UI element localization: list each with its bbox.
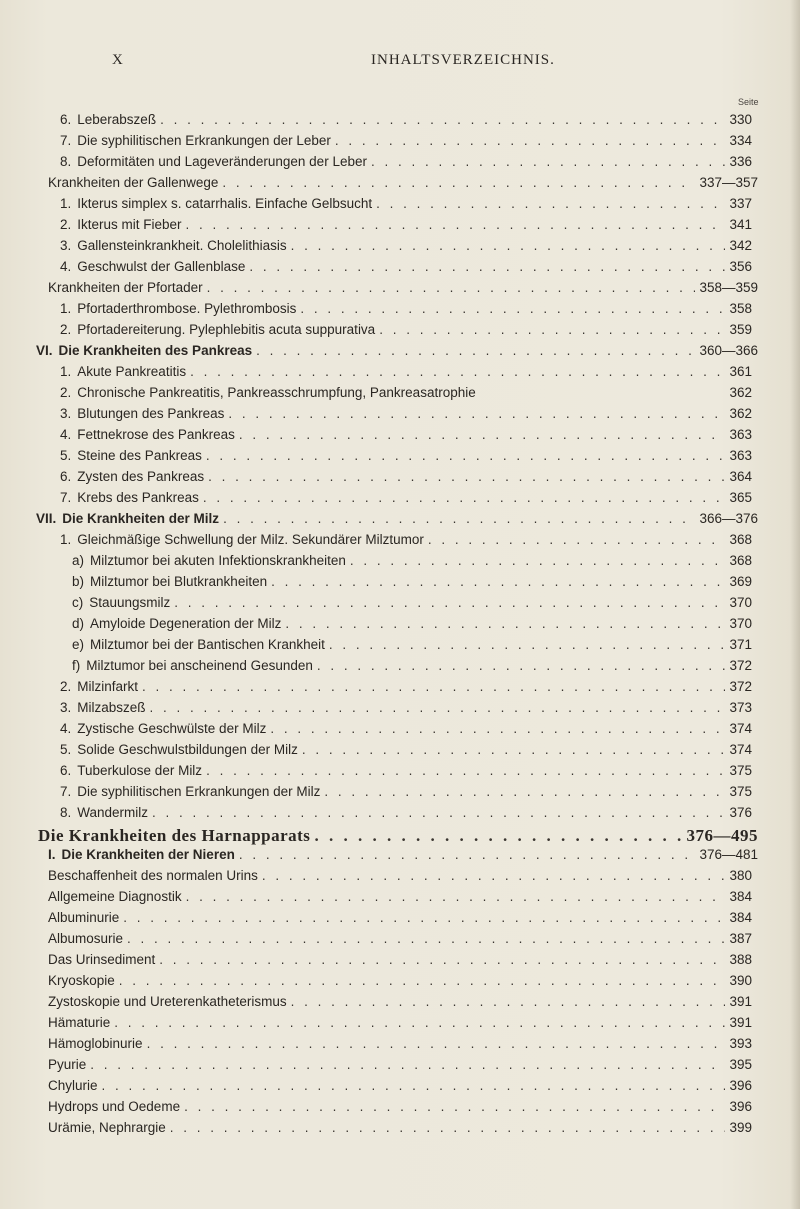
toc-entry — [60, 469, 752, 489]
toc-entry-title: Die syphilitischen Erkrankungen der Leber — [77, 133, 331, 148]
toc-entry-title: Milzabszeß — [77, 700, 146, 715]
page-header — [0, 52, 800, 74]
toc-entry — [72, 616, 752, 636]
toc-entry-title: Amyloide Degeneration der Milz — [90, 616, 282, 631]
toc-leader-dots — [235, 427, 726, 442]
toc-leader-dots — [375, 322, 725, 337]
toc-entry-title: Milztumor bei der Bantischen Krankheit — [90, 637, 325, 652]
toc-leader-dots — [156, 112, 725, 127]
toc-entry-page: 384 — [729, 910, 752, 925]
toc-leader-dots — [98, 1078, 726, 1093]
toc-entry-page: 387 — [729, 931, 752, 946]
toc-entry — [48, 994, 752, 1014]
toc-entry-number: I. — [48, 847, 56, 862]
toc-entry-page: 337 — [729, 196, 752, 211]
toc-entry-number: 7. — [60, 133, 72, 148]
toc-entry-title: Pyurie — [48, 1057, 87, 1072]
toc-entry-number: 7. — [60, 490, 72, 505]
toc-leader-dots — [204, 469, 725, 484]
toc-entry-number: d) — [72, 616, 85, 631]
toc-entry — [48, 175, 758, 195]
toc-entry — [48, 889, 752, 909]
toc-entry-title: Die Krankheiten der Milz — [62, 511, 220, 526]
toc-leader-dots — [267, 574, 725, 589]
toc-leader-dots — [146, 700, 726, 715]
toc-entry-page: 356 — [729, 259, 752, 274]
toc-entry-page: 388 — [729, 952, 752, 967]
toc-entry — [48, 931, 752, 951]
toc-entry-page: 363 — [729, 427, 752, 442]
toc-entry-page: 361 — [729, 364, 752, 379]
toc-entry-page: 364 — [729, 469, 752, 484]
toc-entry-title: Steine des Pankreas — [77, 448, 202, 463]
toc-leader-dots — [281, 616, 725, 631]
toc-leader-dots — [367, 154, 726, 169]
toc-entry-number: e) — [72, 637, 85, 652]
toc-entry — [60, 763, 752, 783]
toc-entry-title: Hämoglobinurie — [48, 1036, 143, 1051]
toc-entry-number: 4. — [60, 259, 72, 274]
toc-entry-page: 373 — [729, 700, 752, 715]
toc-entry-title: Das Urinsediment — [48, 952, 156, 967]
toc-entry-number: 2. — [60, 679, 72, 694]
toc-entry-number: 2. — [60, 322, 72, 337]
toc-entry — [72, 637, 752, 657]
toc-entry — [60, 112, 752, 132]
toc-entry-number: 6. — [60, 469, 72, 484]
toc-entry-title: Zystoskopie und Ureterenkatheterismus — [48, 994, 287, 1009]
toc-entry — [60, 385, 752, 405]
running-title: INHALTSVERZEICHNIS. — [371, 52, 555, 68]
toc-entry-number: 4. — [60, 721, 72, 736]
toc-entry-page: 363 — [729, 448, 752, 463]
toc-leader-dots — [424, 532, 726, 547]
toc-entry — [60, 721, 752, 741]
toc-entry-number: 1. — [60, 301, 72, 316]
toc-entry-page: 390 — [729, 973, 752, 988]
toc-entry-number: 6. — [60, 112, 72, 127]
toc-entry-number: VI. — [36, 343, 53, 358]
toc-entry-number: 1. — [60, 196, 72, 211]
toc-entry-page: 371 — [729, 637, 752, 652]
toc-leader-dots — [123, 931, 725, 946]
toc-leader-dots — [186, 364, 725, 379]
toc-entry-page: 376—481 — [699, 847, 758, 862]
toc-leader-dots — [155, 952, 725, 967]
toc-entry-title: Chronische Pankreatitis, Pankreasschrumpfung, Pankreasatrophie — [77, 385, 476, 400]
toc-entry — [60, 448, 752, 468]
toc-entry-number: 8. — [60, 805, 72, 820]
toc-entry-page: 370 — [729, 616, 752, 631]
toc-leader-dots — [372, 196, 725, 211]
toc-entry-number: VII. — [36, 511, 57, 526]
toc-leader-dots — [287, 994, 726, 1009]
toc-entry-title: Milztumor bei Blutkrankheiten — [90, 574, 268, 589]
toc-entry — [48, 1015, 752, 1035]
toc-entry-number: 2. — [60, 217, 72, 232]
toc-entry-page: 358—359 — [699, 280, 758, 295]
toc-entry — [60, 700, 752, 720]
toc-entry-title: Hämaturie — [48, 1015, 111, 1030]
seite-column-label: Seite — [738, 97, 759, 107]
toc-entry-page: 334 — [729, 133, 752, 148]
toc-entry-title: Die Krankheiten des Pankreas — [58, 343, 253, 358]
toc-entry-title: Leberabszeß — [77, 112, 157, 127]
toc-entry-number: 3. — [60, 238, 72, 253]
toc-entry — [60, 238, 752, 258]
toc-entry-page: 370 — [729, 595, 752, 610]
toc-entry-page: 393 — [729, 1036, 752, 1051]
toc-leader-dots — [320, 784, 725, 799]
toc-entry-title: Blutungen des Pankreas — [77, 406, 225, 421]
toc-entry — [60, 427, 752, 447]
toc-entry-title: Gallensteinkrankheit. Cholelithiasis — [77, 238, 287, 253]
toc-entry-title: Urämie, Nephrargie — [48, 1120, 166, 1135]
toc-entry — [48, 1099, 752, 1119]
toc-entry — [48, 952, 752, 972]
toc-entry-page: 336 — [729, 154, 752, 169]
toc-entry-page: 380 — [729, 868, 752, 883]
toc-leader-dots — [287, 238, 726, 253]
toc-entry-title: Stauungsmilz — [89, 595, 171, 610]
toc-entry — [38, 826, 758, 846]
toc-entry-page: 341 — [729, 217, 752, 232]
toc-entry-title: Pfortadereiterung. Pylephlebitis acuta suppurativa — [77, 322, 376, 337]
toc-leader-dots — [313, 658, 726, 673]
toc-entry-number: a) — [72, 553, 85, 568]
toc-entry-page: 375 — [729, 763, 752, 778]
toc-entry-number: 8. — [60, 154, 72, 169]
toc-entry — [72, 658, 752, 678]
toc-entry-title: Chylurie — [48, 1078, 98, 1093]
toc-entry-title: Beschaffenheit des normalen Urins — [48, 868, 258, 883]
toc-entry-title: Gleichmäßige Schwellung der Milz. Sekundärer Milztumor — [77, 532, 424, 547]
toc-leader-dots — [180, 1099, 725, 1114]
toc-leader-dots — [138, 679, 725, 694]
page-edge-shadow — [790, 0, 800, 1209]
toc-entry — [48, 910, 752, 930]
toc-entry-page: 372 — [729, 658, 752, 673]
toc-entry — [36, 343, 758, 363]
toc-entry-title: Die syphilitischen Erkrankungen der Milz — [77, 784, 321, 799]
toc-entry-title: Albuminurie — [48, 910, 120, 925]
toc-entry — [60, 805, 752, 825]
toc-entry-page: 376—495 — [686, 826, 758, 845]
toc-entry — [36, 511, 758, 531]
toc-entry-page: 342 — [729, 238, 752, 253]
toc-entry-page: 337—357 — [699, 175, 758, 190]
toc-leader-dots — [202, 763, 725, 778]
toc-entry-title: Zystische Geschwülste der Milz — [77, 721, 267, 736]
toc-leader-dots — [298, 742, 726, 757]
toc-entry-page: 359 — [729, 322, 752, 337]
toc-entry-page: 374 — [729, 721, 752, 736]
toc-entry — [48, 868, 752, 888]
toc-leader-dots — [119, 910, 725, 925]
toc-entry — [72, 553, 752, 573]
toc-entry — [60, 259, 752, 279]
toc-entry — [72, 574, 752, 594]
toc-entry — [60, 490, 752, 510]
toc-leader-dots — [258, 868, 726, 883]
toc-entry-title: Hydrops und Oedeme — [48, 1099, 181, 1114]
toc-entry-page: 372 — [729, 679, 752, 694]
toc-leader-dots — [203, 280, 696, 295]
toc-entry-number: 5. — [60, 742, 72, 757]
toc-entry — [48, 1057, 752, 1077]
toc-entry-page: 384 — [729, 889, 752, 904]
toc-entry — [48, 1036, 752, 1056]
toc-entry-number: 5. — [60, 448, 72, 463]
toc-entry — [60, 322, 752, 342]
toc-entry-page: 391 — [729, 1015, 752, 1030]
toc-entry-title: Ikterus simplex s. catarrhalis. Einfache Gelbsucht — [77, 196, 373, 211]
toc-leader-dots — [182, 889, 726, 904]
toc-entry — [60, 406, 752, 426]
toc-entry-title: Albumosurie — [48, 931, 124, 946]
toc-leader-dots — [115, 973, 726, 988]
toc-entry — [72, 595, 752, 615]
toc-leader-dots — [224, 406, 725, 421]
toc-entry — [48, 280, 758, 300]
toc-entry — [48, 1078, 752, 1098]
toc-entry-page: 391 — [729, 994, 752, 1009]
toc-leader-dots — [86, 1057, 725, 1072]
toc-entry-page: 369 — [729, 574, 752, 589]
toc-leader-dots — [170, 595, 725, 610]
toc-entry — [60, 742, 752, 762]
toc-entry-number: 7. — [60, 784, 72, 799]
toc-entry-title: Akute Pankreatitis — [77, 364, 187, 379]
toc-entry-page: 368 — [729, 532, 752, 547]
toc-entry-title: Krankheiten der Gallenwege — [48, 175, 219, 190]
toc-entry — [48, 1120, 752, 1140]
toc-entry — [60, 154, 752, 174]
toc-leader-dots — [346, 553, 726, 568]
toc-entry-page: 330 — [729, 112, 752, 127]
toc-entry-page: 362 — [729, 385, 752, 400]
toc-entry-page: 376 — [729, 805, 752, 820]
toc-entry-page: 396 — [729, 1099, 752, 1114]
toc-entry-page: 365 — [729, 490, 752, 505]
toc-leader-dots — [252, 343, 695, 358]
toc-entry-number: 3. — [60, 406, 72, 421]
toc-entry-title: Krebs des Pankreas — [77, 490, 199, 505]
toc-entry-title: Milztumor bei anscheinend Gesunden — [86, 658, 313, 673]
toc-entry-page: 360—366 — [699, 343, 758, 358]
toc-leader-dots — [325, 637, 726, 652]
toc-entry-title: Die Krankheiten der Nieren — [61, 847, 235, 862]
toc-entry-number: 2. — [60, 385, 72, 400]
toc-entry-number: b) — [72, 574, 85, 589]
toc-leader-dots — [235, 847, 696, 862]
toc-entry — [48, 973, 752, 993]
toc-entry-title: Allgemeine Diagnostik — [48, 889, 182, 904]
toc-entry-title: Geschwulst der Gallenblase — [77, 259, 246, 274]
toc-leader-dots — [266, 721, 725, 736]
toc-leader-dots — [218, 175, 695, 190]
toc-entry-title: Wandermilz — [77, 805, 149, 820]
toc-entry — [60, 364, 752, 384]
toc-leader-dots — [202, 448, 726, 463]
toc-entry-number: c) — [72, 595, 84, 610]
toc-entry-title: Pfortaderthrombose. Pylethrombosis — [77, 301, 297, 316]
toc-entry — [60, 679, 752, 699]
toc-leader-dots — [199, 490, 726, 505]
toc-entry-title: Ikterus mit Fieber — [77, 217, 182, 232]
toc-entry-title: Kryoskopie — [48, 973, 115, 988]
toc-entry — [60, 133, 752, 153]
toc-entry-page: 366—376 — [699, 511, 758, 526]
toc-entry-page: 374 — [729, 742, 752, 757]
toc-entry-page: 375 — [729, 784, 752, 799]
toc-entry-page: 358 — [729, 301, 752, 316]
toc-entry-number: f) — [72, 658, 81, 673]
toc-entry — [60, 217, 752, 237]
toc-entry-title: Milzinfarkt — [77, 679, 139, 694]
toc-leader-dots — [296, 301, 725, 316]
toc-leader-dots — [182, 217, 726, 232]
toc-entry-number: 4. — [60, 427, 72, 442]
toc-entry-number: 3. — [60, 700, 72, 715]
toc-entry-page: 399 — [729, 1120, 752, 1135]
toc-entry-title: Krankheiten der Pfortader — [48, 280, 203, 295]
toc-entry-title: Milztumor bei akuten Infektionskrankheiten — [90, 553, 346, 568]
toc-entry-title: Tuberkulose der Milz — [77, 763, 203, 778]
toc-entry-page: 396 — [729, 1078, 752, 1093]
toc-leader-dots — [148, 805, 725, 820]
toc-entry — [60, 532, 752, 552]
toc-entry — [60, 784, 752, 804]
toc-entry-number: 6. — [60, 763, 72, 778]
toc-leader-dots — [219, 511, 695, 526]
toc-entry-title: Die Krankheiten des Harnapparats — [38, 826, 311, 845]
toc-entry-title: Fettnekrose des Pankreas — [77, 427, 235, 442]
page-number-roman: X — [112, 52, 124, 68]
toc-leader-dots — [310, 826, 682, 846]
toc-entry-page: 395 — [729, 1057, 752, 1072]
toc-entry-title: Deformitäten und Lageveränderungen der Leber — [77, 154, 367, 169]
toc-entry-page: 368 — [729, 553, 752, 568]
toc-entry — [60, 196, 752, 216]
toc-leader-dots — [331, 133, 726, 148]
toc-entry-title: Zysten des Pankreas — [77, 469, 205, 484]
toc-leader-dots — [166, 1120, 726, 1135]
toc-entry-title: Solide Geschwulstbildungen der Milz — [77, 742, 298, 757]
toc-leader-dots — [245, 259, 725, 274]
toc-entry-page: 362 — [729, 406, 752, 421]
toc-entry — [60, 301, 752, 321]
toc-leader-dots — [110, 1015, 725, 1030]
toc-entry-number: 1. — [60, 364, 72, 379]
toc-entry — [48, 847, 758, 867]
toc-entry-number: 1. — [60, 532, 72, 547]
toc-leader-dots — [143, 1036, 726, 1051]
